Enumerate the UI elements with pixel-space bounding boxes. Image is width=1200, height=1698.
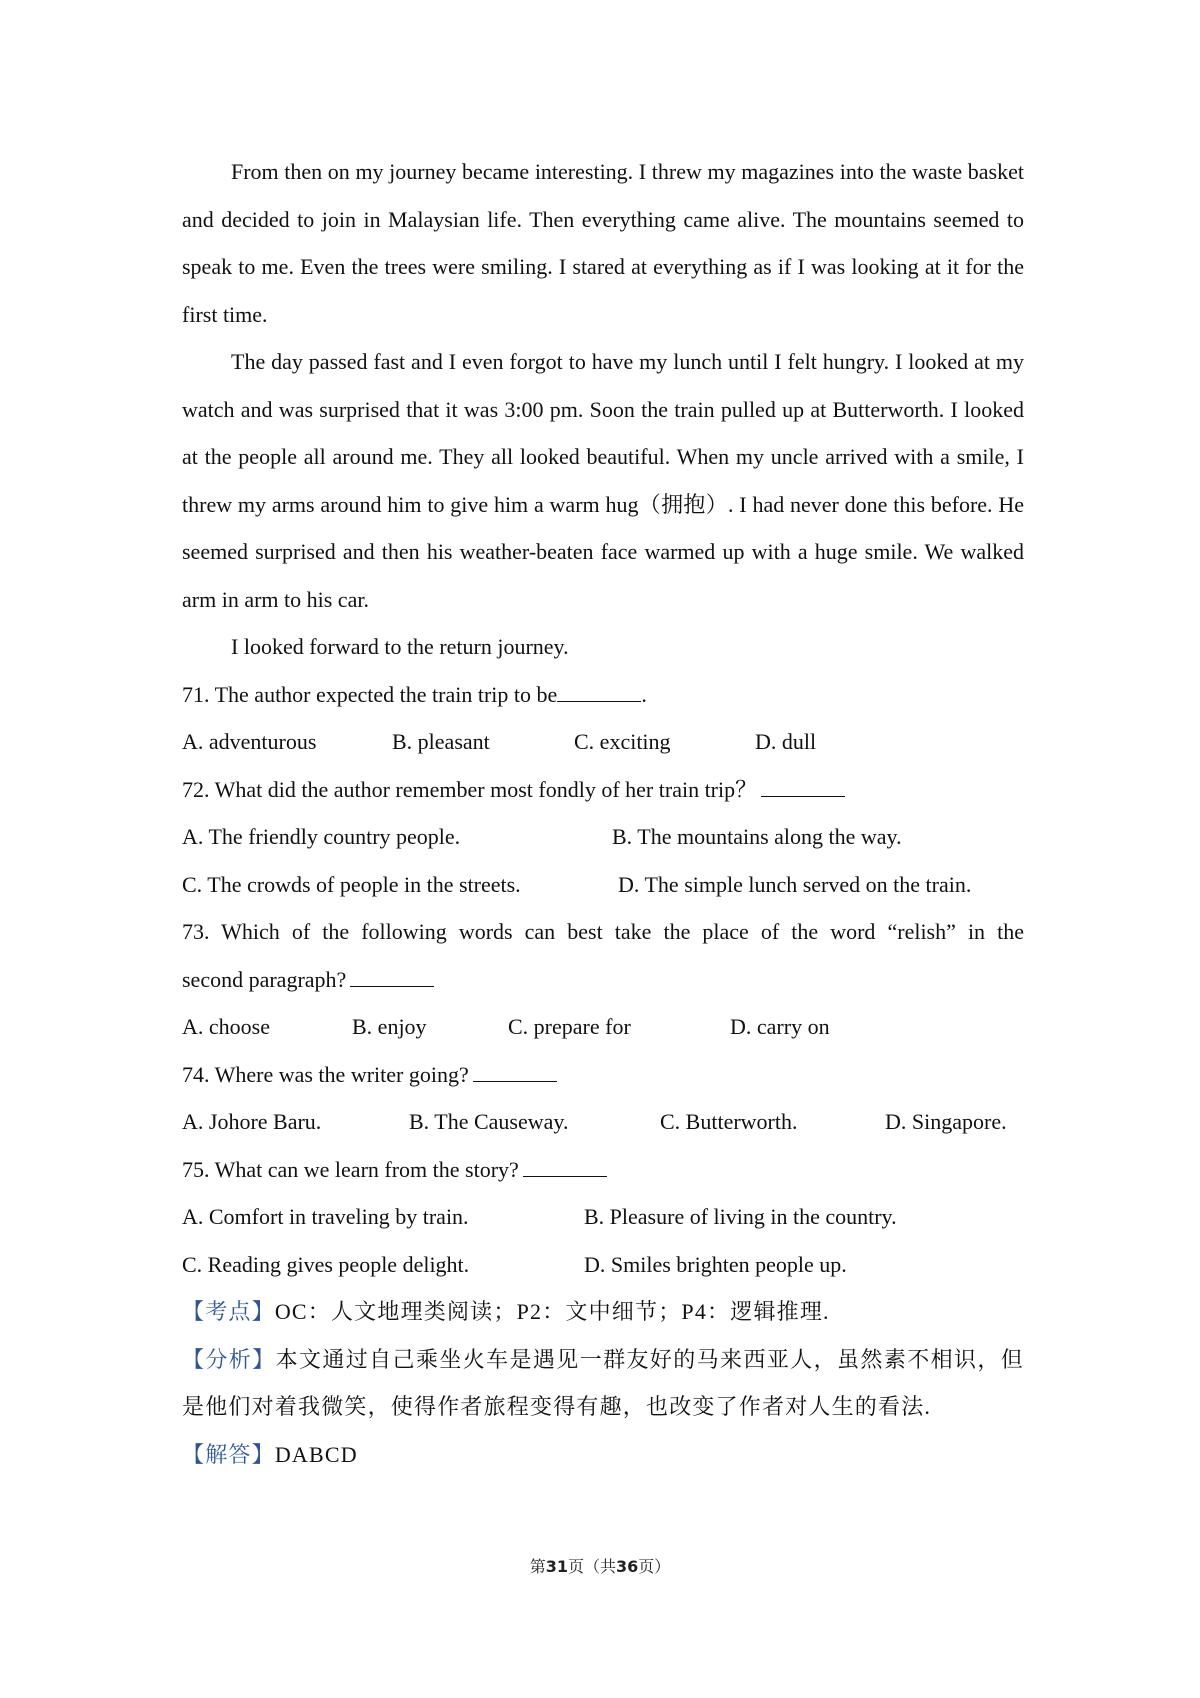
option-c: C. The crowds of people in the streets. (182, 871, 521, 897)
passage-paragraph-1: From then on my journey became interesting. I threw my magazines into the waste basket and decided to join in Malaysian life. Then everything came alive. The mountains seemed to speak to me. Even the trees were smiling. I stared at everything as if I was looking at it for the first time. (182, 159, 1024, 327)
page-footer (0, 1554, 1200, 1577)
kaodian-section (182, 1288, 1024, 1336)
total-page-number: 36 (616, 1557, 639, 1576)
fenxi-tag: 【分析】 (182, 1346, 276, 1372)
current-page-number: 31 (545, 1557, 568, 1576)
question-71-stem-end: . (641, 681, 647, 707)
question-73-line-2 (182, 956, 1024, 1004)
kaodian-text: OC：人文地理类阅读；P2：文中细节；P4：逻辑推理. (274, 1299, 830, 1324)
answer-blank (761, 776, 845, 797)
option-d: D. carry on (730, 1014, 830, 1039)
footer-suffix: 页） (638, 1557, 671, 1576)
option-c: C. Reading gives people delight. (182, 1251, 470, 1277)
option-a: A. choose (182, 1014, 270, 1039)
option-c: C. prepare for (508, 1014, 631, 1039)
question-75-stem: 75. What can we learn from the story? (182, 1156, 519, 1182)
question-75 (182, 1146, 1024, 1194)
option-d: D. dull (755, 729, 817, 754)
option-a: A. adventurous (182, 729, 317, 754)
option-b: B. Pleasure of living in the country. (584, 1204, 897, 1229)
option-a: A. Comfort in traveling by train. (182, 1204, 469, 1229)
question-73-line-1: 73. Which of the following words can best take the place of the word “relish” in the (182, 919, 1024, 944)
fenxi-text: 本文通过自己乘坐火车是遇见一群友好的马来西亚人，虽然素不相识，但是他们对着我微笑，使得作者旅程变得有趣，也改变了作者对人生的看法. (182, 1346, 1024, 1419)
option-b: B. The Causeway. (409, 1109, 569, 1134)
jieda-tag: 【解答】 (182, 1441, 275, 1467)
question-72-options-row-2 (182, 861, 1024, 909)
passage-paragraph-2: The day passed fast and I even forgot to have my lunch until I felt hungry. I looked at my watch and was surprised that it was 3:00 pm. Soon the train pulled up at Butterworth. I looked at the people all around me. They all looked beautiful. When my uncle arrived with a smile, I threw my arms around him to give him a warm hug（拥抱）. I had never done this before. He seemed surprised and then his weather-beaten face warmed up with a huge smile. We walked arm in arm to his car. (182, 349, 1024, 612)
question-72 (182, 766, 1024, 814)
question-72-stem: 72. What did the author remember most fondly of her train trip？ (182, 776, 758, 802)
question-74 (182, 1051, 1024, 1099)
passage-paragraph-3: I looked forward to the return journey. (231, 634, 569, 659)
option-d: D. The simple lunch served on the train. (618, 871, 972, 897)
question-74-options (182, 1098, 1024, 1146)
footer-middle: 页（共 (567, 1557, 616, 1576)
option-b: B. enjoy (352, 1014, 427, 1039)
answer-blank (473, 1061, 557, 1082)
question-71-stem: 71. The author expected the train trip to be (182, 681, 558, 707)
answer-blank (350, 966, 434, 987)
jieda-section (182, 1431, 1024, 1479)
question-73-options (182, 1003, 1024, 1051)
jieda-text: DABCD (274, 1441, 358, 1467)
page-content (182, 148, 1024, 1478)
fenxi-section (182, 1336, 1024, 1431)
option-d: D. Smiles brighten people up. (584, 1251, 847, 1277)
question-73-stem: second paragraph? (182, 966, 347, 992)
question-75-options-row-1 (182, 1193, 1024, 1241)
footer-prefix: 第 (529, 1557, 546, 1576)
question-75-options-row-2 (182, 1241, 1024, 1289)
answer-blank (557, 681, 641, 702)
question-74-stem: 74. Where was the writer going? (182, 1061, 469, 1087)
question-71 (182, 671, 1024, 719)
question-71-options (182, 718, 1024, 766)
option-a: A. Johore Baru. (182, 1109, 322, 1134)
option-a: A. The friendly country people. (182, 824, 461, 849)
option-b: B. pleasant (392, 729, 490, 754)
question-72-options-row-1 (182, 813, 1024, 861)
option-c: C. exciting (574, 729, 671, 754)
option-d: D. Singapore. (885, 1109, 1007, 1134)
option-b: B. The mountains along the way. (612, 824, 902, 849)
kaodian-tag: 【考点】 (182, 1299, 275, 1324)
answer-blank (523, 1156, 607, 1177)
option-c: C. Butterworth. (660, 1109, 798, 1134)
